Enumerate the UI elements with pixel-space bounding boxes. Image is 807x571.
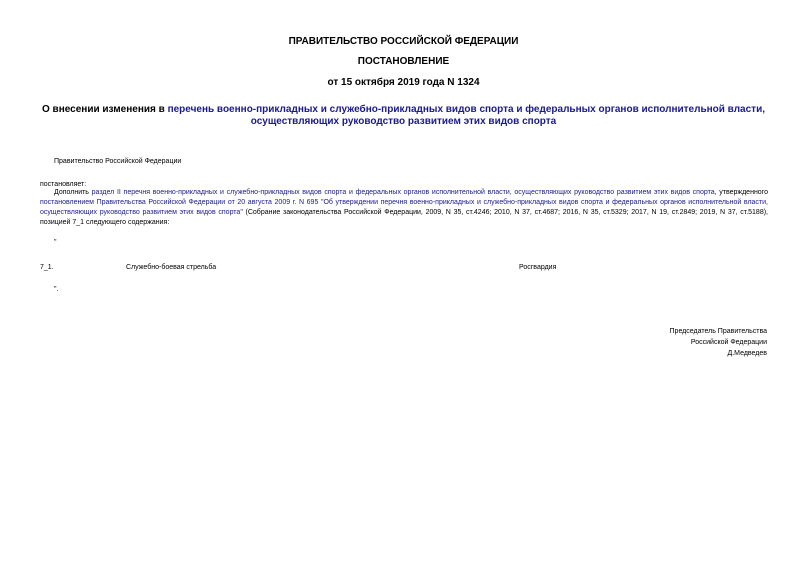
signature-line1: Председатель Правительства	[669, 328, 767, 335]
decree-link[interactable]: постановлением Правительства Российской Федерации от 20 августа 2009 г. N 695 "Об утверждении перечня военно-прикладных и служебно-прикладных видов спорта и федеральных органов исполнительной власти, осуществляющих руководство развитием этих видов спорта"	[40, 199, 768, 216]
government-header: ПРАВИТЕЛЬСТВО РОССИЙСКОЙ ФЕДЕРАЦИИ	[288, 36, 519, 47]
para-mid: , утвержденного	[714, 189, 768, 196]
row-sport-name: Служебно-боевая стрельба	[126, 264, 217, 271]
title-link[interactable]: перечень военно-прикладных и служебно-прикладных видов спорта и федеральных органов исполнительной власти, осуществляющих руководство развитием этих видов спорта	[167, 104, 765, 127]
title-prefix: О внесении изменения в	[42, 104, 168, 115]
row-number: 7_1.	[40, 264, 54, 271]
signature-block	[670, 326, 767, 359]
signature-name: Д.Медведев	[727, 350, 767, 357]
document-type: ПОСТАНОВЛЕНИЕ	[357, 56, 450, 67]
intro-text: Правительство Российской Федерации	[54, 158, 182, 165]
decrees-text: постановляет:	[40, 181, 87, 188]
quote-close: ".	[54, 286, 59, 293]
document-title	[0, 104, 807, 128]
para-prefix: Дополнить	[54, 189, 92, 196]
document-date-number: от 15 октября 2019 года N 1324	[327, 77, 480, 88]
para-suffix: (Собрание законодательства Российской Федерации, 2009, N 35, ст.4246; 2010, N 37, ст.4687; 2016, N 35, ст.5329; 2017, N 19, ст.2849; 2019, N 37, ст.5188), позицией 7_1 следующего содержания:	[40, 209, 768, 226]
main-paragraph	[40, 188, 768, 228]
quote-open: "	[54, 239, 57, 246]
section-link[interactable]: раздел II перечня военно-прикладных и служебно-прикладных видов спорта и федеральных органов исполнительной власти, осуществляющих руководство развитием этих видов спорта	[91, 189, 715, 196]
signature-line2: Российской Федерации	[690, 339, 767, 346]
row-organization: Росгвардия	[519, 264, 557, 271]
